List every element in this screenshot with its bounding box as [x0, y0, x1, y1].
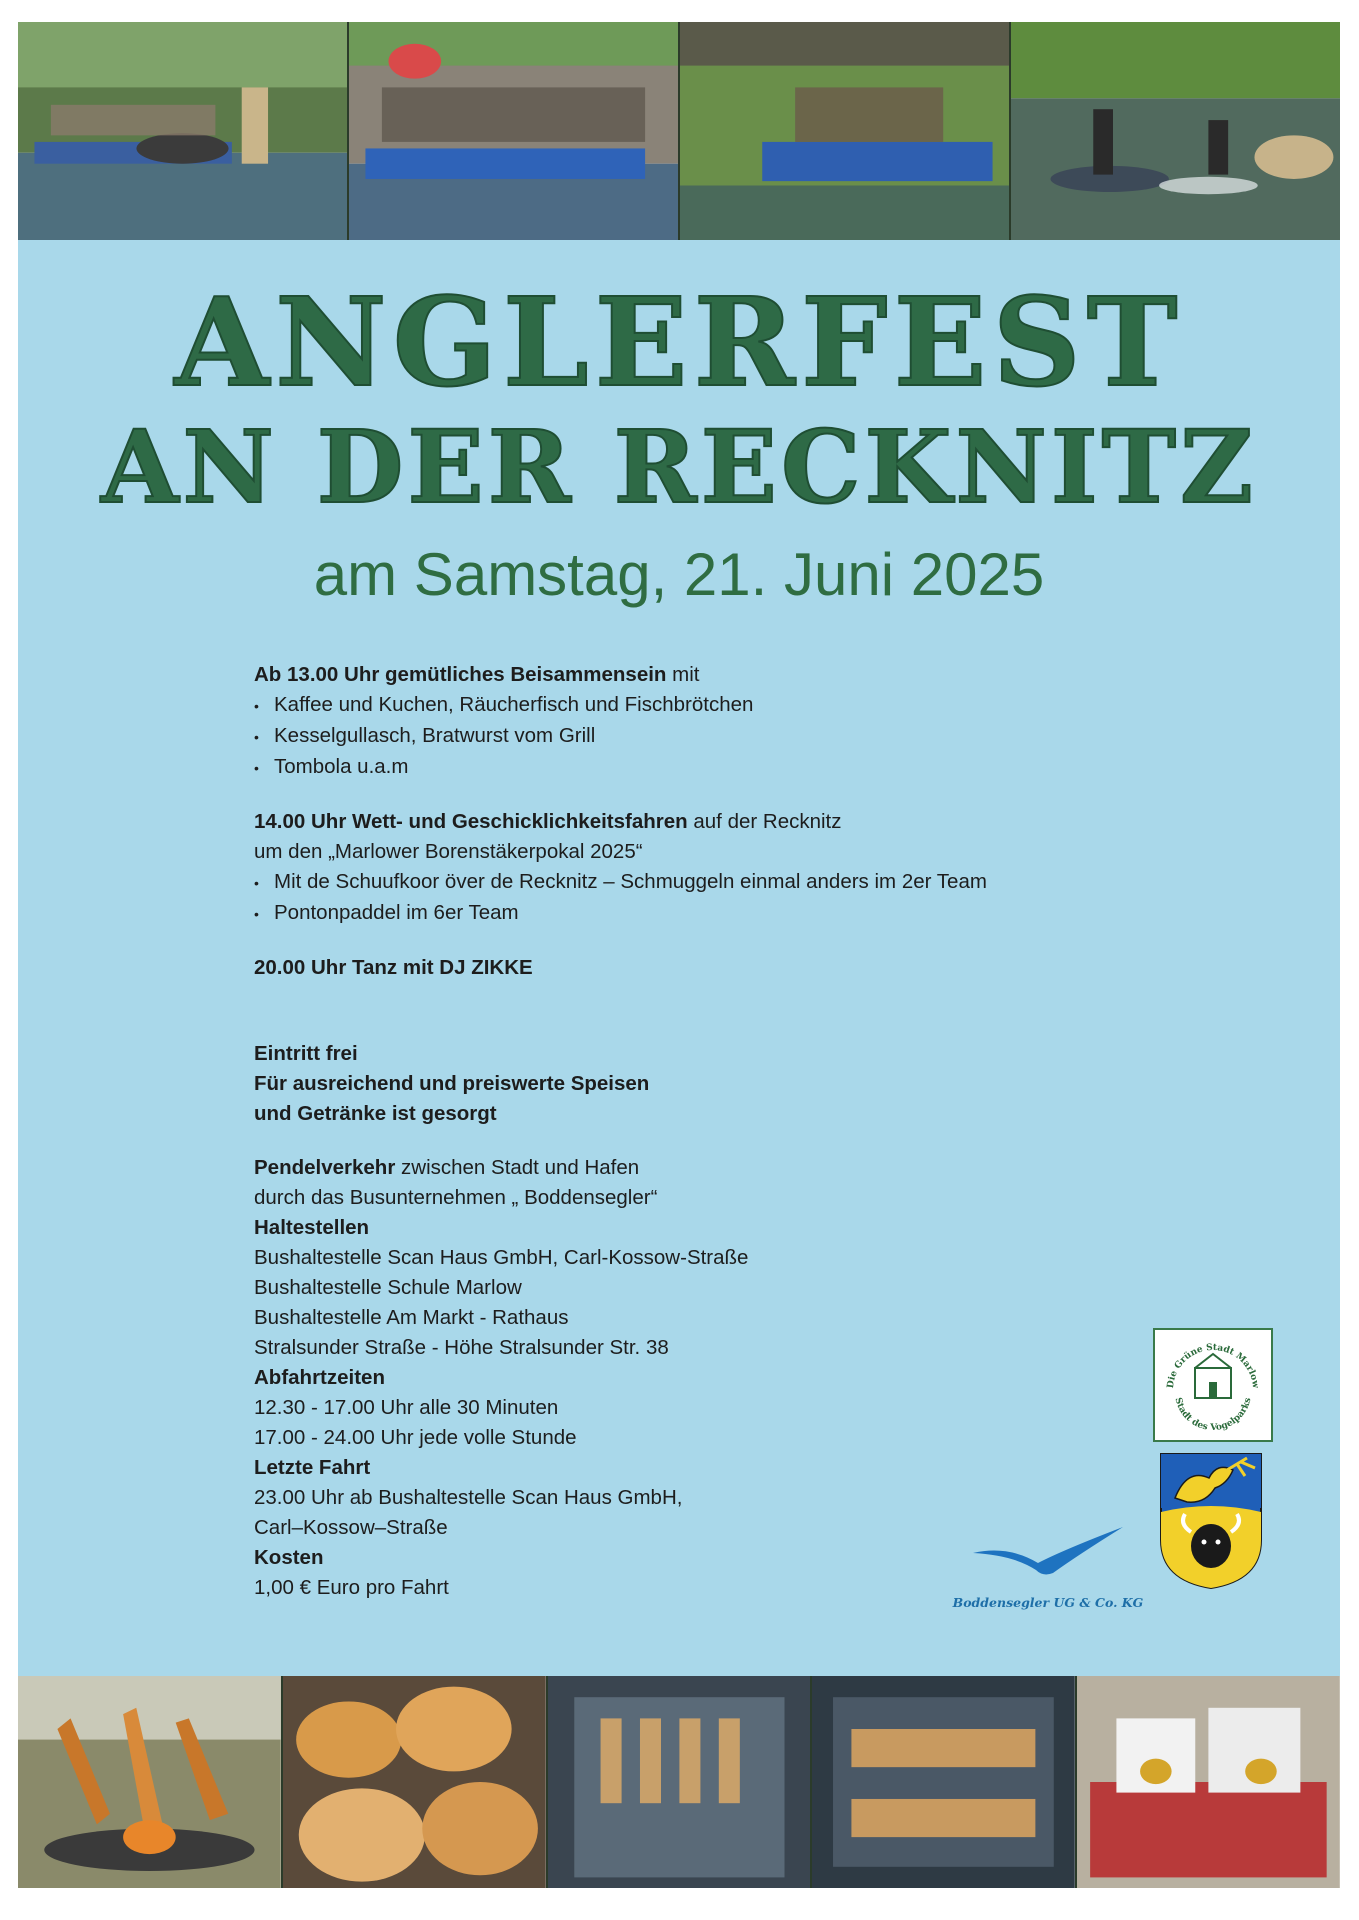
time-item: 17.00 - 24.00 Uhr jede volle Stunde [254, 1426, 577, 1449]
entry-line-3: und Getränke ist gesorgt [254, 1102, 497, 1125]
block1-lead: Ab 13.00 Uhr gemütliches Beisammensein mit [254, 663, 700, 686]
shuttle-line2: durch das Busunternehmen „ Boddensegler“ [254, 1186, 658, 1209]
list-item: • Tombola u.a.m [254, 752, 1154, 783]
seagull-logo-icon [968, 1525, 1128, 1585]
last-item: 23.00 Uhr ab Bushaltestelle Scan Haus GmbH, [254, 1486, 683, 1509]
stops-heading: Haltestellen [254, 1216, 370, 1239]
list-item: • Pontonpaddel im 6er Team [254, 898, 1154, 929]
title-line-2: AN DER RECKNITZ [100, 408, 1258, 526]
photo-crowd-on-pontoon [349, 22, 680, 240]
event-date: am Samstag, 21. Juni 2025 [313, 541, 1045, 608]
last-heading: Letzte Fahrt [254, 1456, 371, 1479]
top-photo-strip [18, 22, 1340, 240]
svg-text:Stadt des Vogelparks: Stadt des Vogelparks [1172, 1396, 1254, 1434]
photo-fish-over-fire [18, 1676, 283, 1888]
svg-text:Die Grüne Stadt Marlow: Die Grüne Stadt Marlow [1165, 1342, 1261, 1389]
entry-line-2: Für ausreichend und preiswerte Speisen [254, 1072, 650, 1095]
photo-smoked-fish-closeup [283, 1676, 548, 1888]
time-item: 12.30 - 17.00 Uhr alle 30 Minuten [254, 1396, 559, 1419]
dance-line: 20.00 Uhr Tanz mit DJ ZIKKE [254, 956, 533, 979]
title-line-1: ANGLERFEST [174, 270, 1184, 414]
stop-item: Bushaltestelle Scan Haus GmbH, Carl-Kossow-Straße [254, 1246, 749, 1269]
block2-line2: um den „Marlower Borenstäkerpokal 2025“ [254, 840, 643, 863]
poster-body [18, 240, 1340, 1676]
event-details [254, 660, 1154, 1603]
company-name: Boddensegler UG & Co. KG [952, 1595, 1144, 1610]
block2-lead: 14.00 Uhr Wett- und Geschicklichkeitsfahren auf der Recknitz [254, 810, 842, 833]
cost-heading: Kosten [254, 1546, 324, 1569]
list-item: • Kesselgullasch, Bratwurst vom Grill [254, 721, 1154, 752]
times-heading: Abfahrtzeiten [254, 1366, 385, 1389]
list-item: • Kaffee und Kuchen, Räucherfisch und Fischbrötchen [254, 690, 1154, 721]
stop-item: Bushaltestelle Am Markt - Rathaus [254, 1306, 569, 1329]
shuttle-lead: Pendelverkehr zwischen Stadt und Hafen [254, 1156, 640, 1179]
stop-item: Stralsunder Straße - Höhe Stralsunder Str. 38 [254, 1336, 669, 1359]
photo-raft-on-river [1011, 22, 1340, 240]
list-item: • Mit de Schuufkoor över de Recknitz – Schmuggeln einmal anders im 2er Team [254, 867, 1154, 898]
last-item: Carl–Kossow–Straße [254, 1516, 448, 1539]
photo-boat-team [680, 22, 1011, 240]
photo-smoked-fish-rows [812, 1676, 1077, 1888]
photo-wheelbarrow-race [18, 22, 349, 240]
cost-value: 1,00 € Euro pro Fahrt [254, 1576, 449, 1599]
coat-of-arms-icon [1157, 1450, 1265, 1592]
photo-prize-crate [1077, 1676, 1340, 1888]
town-seal-logo [1153, 1328, 1273, 1442]
stop-item: Bushaltestelle Schule Marlow [254, 1276, 522, 1299]
bottom-photo-strip [18, 1676, 1340, 1888]
entry-line-1: Eintritt frei [254, 1042, 358, 1065]
photo-smoker-rack [548, 1676, 813, 1888]
